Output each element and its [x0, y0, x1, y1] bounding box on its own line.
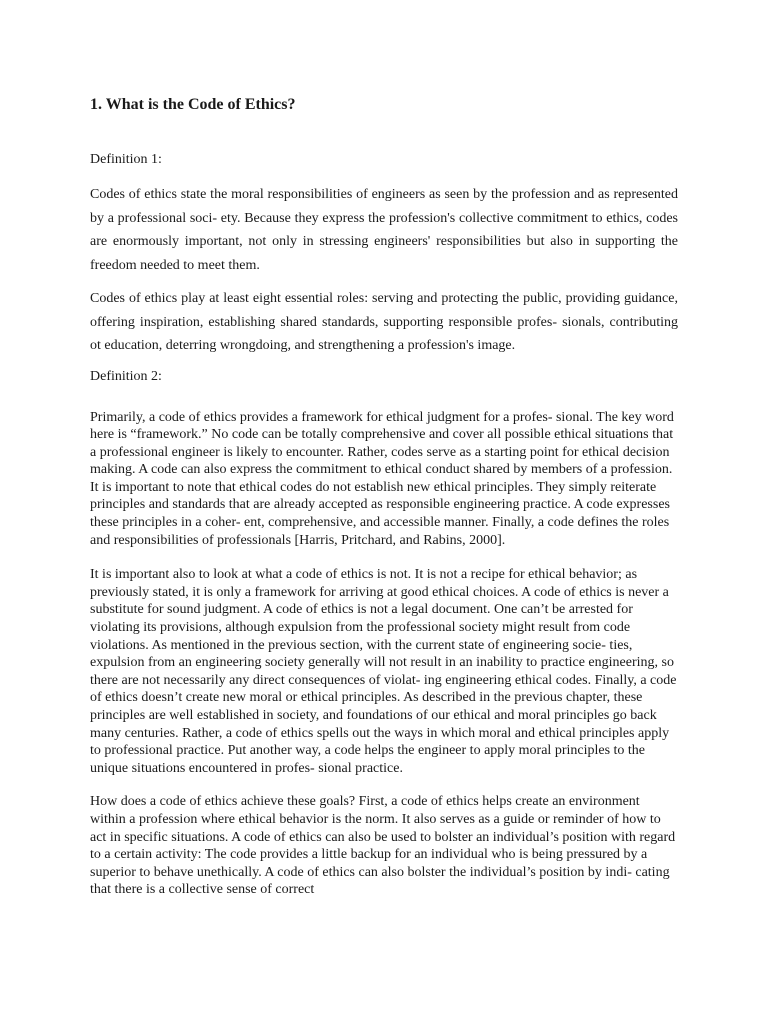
definition-1-label: Definition 1: [90, 152, 162, 167]
section-heading: 1. What is the Code of Ethics? [90, 96, 296, 113]
definition-2-label: Definition 2: [90, 368, 162, 384]
paragraph-3: Primarily, a code of ethics provides a framework for ethical judgment for a profes- sional. The key word here is “framework.” No code can be totally comprehensive and cover all possible ethical situations that a professional engineer is likely to encounter. Rather, codes serve as a starting point for ethical decision making. A code can also express the commitment to ethical conduct shared by members of a profession. It is important to note that ethical codes do not establish new ethical principles. They simply reiterate principles and standards that are already accepted as responsible engineering practice. A code expresses these principles in a coher- ent, comprehensive, and accessible manner. Finally, a code defines the roles and responsibilities of professionals [Harris, Pritchard, and Rabins, 2000]. [90, 409, 674, 548]
paragraph-4: It is important also to look at what a code of ethics is not. It is not a recipe for ethical behavior; as previously stated, it is only a framework for arriving at good ethical choices. A code of ethics is never a substitute for sound judgment. A code of ethics is not a legal document. One can’t be arrested for violating its provisions, although expulsion from the professional society might result from code violations. As mentioned in the previous section, with the current state of engineering socie- ties, expulsion from an engineering society generally will not result in an inability to practice engineering, so there are not necessarily any direct consequences of violat- ing engineering ethical codes. Finally, a code of ethics doesn’t create new moral or ethical principles. As described in the previous chapter, these principles are well established in society, and foundations of our ethical and moral principles go back many centuries. Rather, a code of ethics spells out the ways in which moral and ethical principles apply to professional practice. Put another way, a code helps the engineer to apply moral principles to the unique situations encountered in profes- sional practice. [90, 567, 677, 776]
document-page [90, 95, 678, 919]
paragraph-2: Codes of ethics play at least eight essential roles: serving and protecting the public, providing guidance, offering inspiration, establishing shared standards, supporting responsible profes- sionals, contributing ot education, deterring wrongdoing, and strengthening a profession's image. [90, 291, 678, 353]
paragraph-1: Codes of ethics state the moral responsibilities of engineers as seen by the profession and as represented by a professional soci- ety. Because they express the profession's collective commitment to ethics, codes are enormously important, not only in stressing engineers' responsibilities but also in supporting the freedom needed to meet them. [90, 187, 678, 273]
paragraph-5: How does a code of ethics achieve these goals? First, a code of ethics helps create an environment within a profession where ethical behavior is the norm. It also serves as a guide or reminder of how to act in specific situations. A code of ethics can also be used to bolster an individual’s position with regard to a certain activity: The code provides a little backup for an individual who is being pressured by a superior to behave unethically. A code of ethics can also bolster the individual’s position by indi- cating that there is a collective sense of correct [90, 794, 676, 898]
